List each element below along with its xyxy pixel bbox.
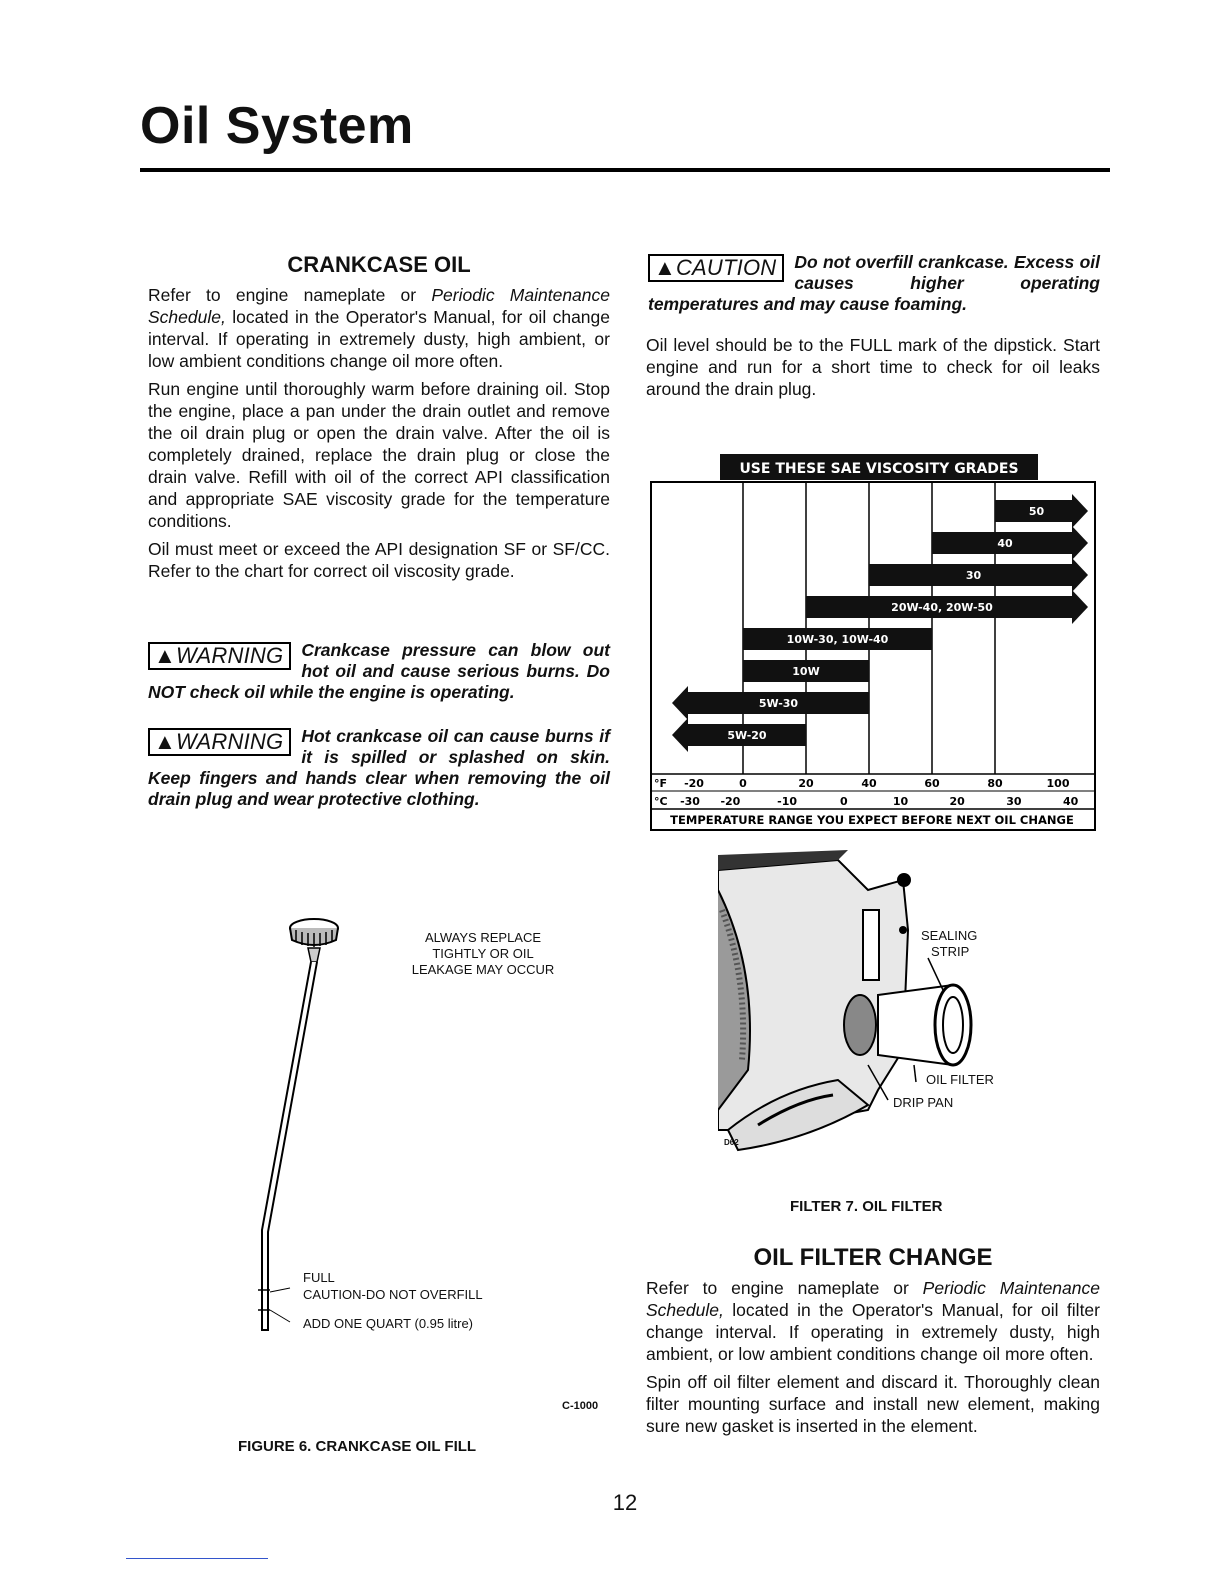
note-line-2: TIGHTLY OR OIL [432, 946, 534, 961]
fahrenheit-tick: 40 [861, 777, 877, 790]
caution-inner [648, 252, 1100, 315]
celsius-tick: 20 [949, 795, 965, 808]
viscosity-bar-label: 5W-20 [727, 729, 767, 742]
celsius-tick: -30 [680, 795, 700, 808]
crankcase-oil-p3: Oil must meet or exceed the API designation SF or SF/CC. Refer to the chart for correct oil viscosity grade. [148, 539, 610, 581]
celsius-tick: 30 [1006, 795, 1022, 808]
viscosity-bar-label: 20W-40, 20W-50 [891, 601, 993, 614]
viscosity-bar-arrow-left [672, 686, 688, 720]
crankcase-oil-p1 [148, 284, 610, 372]
viscosity-chart [650, 452, 1100, 832]
warning-1-text: Crankcase pressure can blow out hot oil and cause serious burns. Do NOT check oil while the engine is operating. [148, 640, 610, 702]
fahrenheit-tick: 20 [798, 777, 814, 790]
figure-6-code: C-1000 [562, 1400, 599, 1412]
fahrenheit-tick: 0 [739, 777, 747, 790]
fahrenheit-tick: 60 [924, 777, 940, 790]
dipstick-add-label: ADD ONE QUART (0.95 litre) [303, 1316, 474, 1331]
oil-filter-change-heading: OIL FILTER CHANGE [753, 1244, 993, 1271]
viscosity-bar-label: 40 [997, 537, 1013, 550]
viscosity-bar-label: 30 [965, 569, 982, 582]
celsius-label: °C [654, 795, 668, 808]
ofc-p1-text-em: Periodic Maintenance Schedule, [646, 1278, 1100, 1320]
warning-2-block [148, 726, 610, 810]
warning-1-label: ▲WARNING [148, 642, 291, 670]
sealing-strip-label [921, 928, 977, 960]
ofc-p1-text-a: Refer to engine nameplate or [646, 1278, 923, 1298]
viscosity-bar-arrow-right [1072, 558, 1088, 592]
viscosity-bar-label: 50 [1028, 505, 1045, 518]
oil-filter-illustration [718, 850, 988, 1160]
dipstick-cap [290, 919, 338, 962]
viscosity-bar-arrow-right [1072, 526, 1088, 560]
fahrenheit-tick: 100 [1046, 777, 1070, 790]
celsius-tick: 40 [1062, 795, 1079, 808]
warning-1-block [148, 640, 610, 703]
celsius-tick: -20 [720, 795, 741, 808]
celsius-tick: 0 [839, 795, 848, 808]
title-rule [140, 168, 1110, 172]
page-number: 12 [612, 1490, 638, 1515]
oil-filter-label: OIL FILTER [926, 1072, 994, 1087]
viscosity-bar [743, 660, 869, 682]
viscosity-bar-arrow-left [672, 718, 688, 752]
viscosity-bar-label: 10W [792, 665, 820, 678]
sealing-strip-line-2: STRIP [931, 944, 970, 959]
fahrenheit-tick: 80 [987, 777, 1003, 790]
figure-7-caption: FILTER 7. OIL FILTER [790, 1198, 943, 1215]
crankcase-oil-heading: CRANKCASE OIL [287, 252, 471, 277]
crankcase-oil-body [148, 284, 610, 588]
celsius-tick: -10 [777, 795, 798, 808]
celsius-tick: 10 [892, 795, 909, 808]
caution-text: Do not overfill crankcase. Excess oil causes higher operating temperatures and may cause foaming. [648, 252, 1100, 314]
figure-7-code: D62 [724, 1138, 739, 1147]
warning-2-text: Hot crankcase oil can cause burns if it is spilled or splashed on skin. Keep fingers and hands clear when removing the oil drain plug and wear protective clothing. [148, 726, 610, 809]
drip-pan-label: DRIP PAN [893, 1095, 954, 1110]
warning-1 [148, 640, 610, 703]
viscosity-bar-arrow-right [1072, 494, 1088, 528]
viscosity-bar [672, 686, 869, 720]
page-title: Oil System [140, 97, 414, 155]
caution-block [648, 252, 1100, 315]
viscosity-bar-arrow-right [1072, 590, 1088, 624]
warning-2 [148, 726, 610, 810]
viscosity-bar [743, 628, 932, 650]
viscosity-bar-label: 5W-30 [758, 697, 799, 710]
note-line-3: LEAKAGE MAY OCCUR [411, 962, 555, 977]
dipstick-full-label: FULL [303, 1270, 335, 1285]
oil-level-text: Oil level should be to the FULL mark of the dipstick. Start engine and run for a short time to check for oil leaks around the drain plug. [646, 335, 1100, 399]
note-line-1: ALWAYS REPLACE [424, 930, 542, 945]
caution-label: ▲CAUTION [648, 254, 784, 282]
crankcase-oil-p2: Run engine until thoroughly warm before draining oil. Stop the engine, place a pan under the drain outlet and remove the oil drain plug or open the drain valve. After the oil is completely drained, replace the drain plug or close the drain valve. Refill with oil of the correct API classification and appropriate SAE viscosity grade for the temperature conditions. [148, 379, 610, 531]
ofc-p1-text-b: located in the Operator's Manual, for oil filter change interval. If operating in extremely dusty, high ambient, or low ambient conditions change oil more often. [646, 1300, 1100, 1364]
viscosity-bar [672, 718, 806, 752]
footer-link-rule [126, 1558, 268, 1559]
oil-filter-cartridge [844, 985, 971, 1065]
fahrenheit-tick: -20 [684, 777, 704, 790]
oil-filter-change-body [646, 1277, 1100, 1443]
oil-filter-change-p2: Spin off oil filter element and discard it. Thoroughly clean filter mounting surface and install new element, making sure new gasket is inserted in the element. [646, 1372, 1100, 1436]
p1-text-a: Refer to engine nameplate or [148, 285, 432, 305]
fahrenheit-label: °F [654, 777, 668, 790]
oil-filter-change-p1 [646, 1277, 1100, 1365]
dipstick-note [398, 930, 568, 978]
viscosity-bar [806, 590, 1088, 624]
chart-title: USE THESE SAE VISCOSITY GRADES [739, 461, 1019, 477]
viscosity-chart-svg [650, 452, 1100, 832]
chart-xlabel: TEMPERATURE RANGE YOU EXPECT BEFORE NEXT OIL CHANGE [670, 813, 1074, 827]
p1-text-em: Periodic Maintenance Schedule, [148, 285, 610, 327]
sealing-strip-line-1: SEALING [921, 928, 978, 943]
dipstick-illustration [250, 910, 350, 1350]
viscosity-bar [995, 494, 1088, 528]
viscosity-bar [932, 526, 1088, 560]
figure-6-caption: FIGURE 6. CRANKCASE OIL FILL [238, 1438, 477, 1455]
p1-text-b: located in the Operator's Manual, for oil change interval. If operating in extremely dusty, high ambient, or low ambient conditions change oil more often. [148, 307, 610, 371]
viscosity-bar-label: 10W-30, 10W-40 [786, 633, 889, 646]
dipstick-caution-label: CAUTION-DO NOT OVERFILL [303, 1287, 483, 1302]
warning-2-label: ▲WARNING [148, 728, 291, 756]
viscosity-bar [869, 558, 1088, 592]
